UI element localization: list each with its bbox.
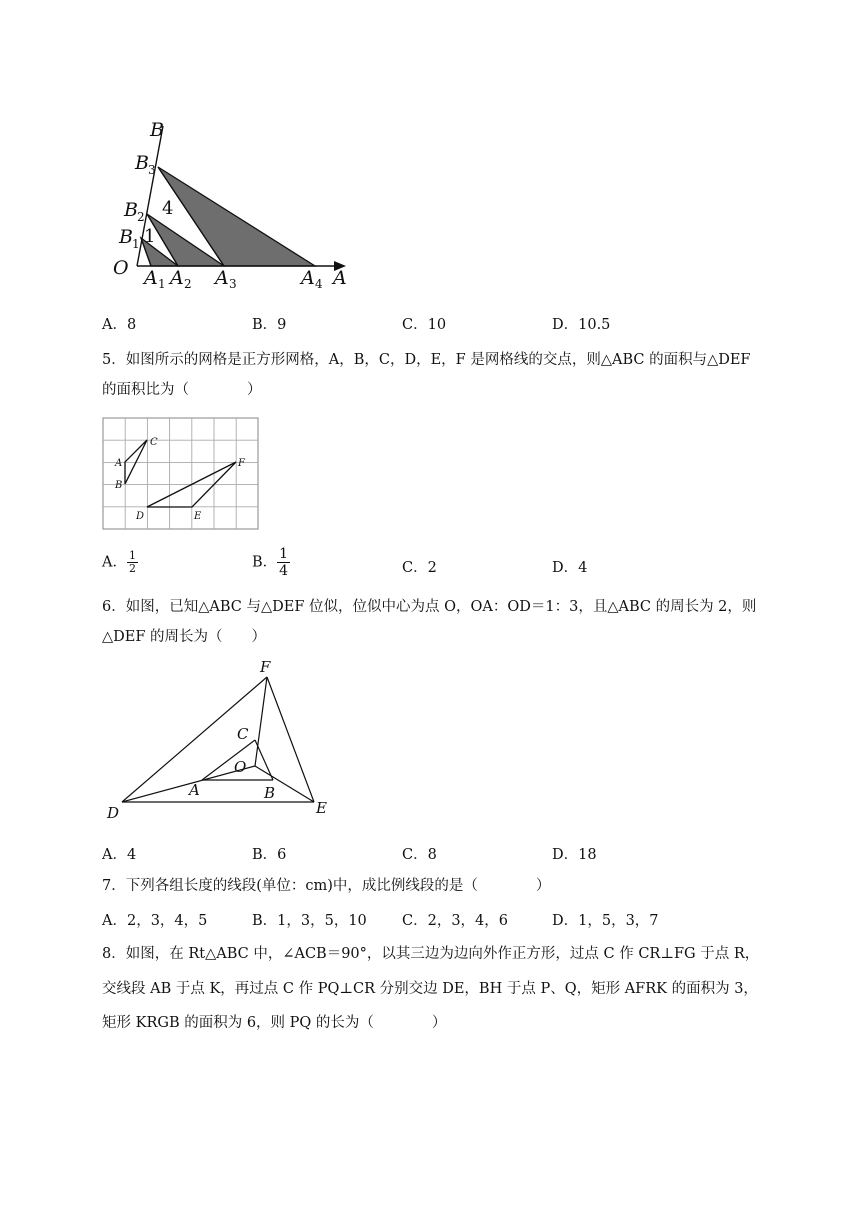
q6-label-B: B xyxy=(264,784,276,802)
q6-option-d[interactable]: D．18 xyxy=(552,847,597,863)
q4-sub-a2: 2 xyxy=(184,277,192,291)
q4-label-O: O xyxy=(113,257,129,279)
q5-option-b-fraction xyxy=(277,546,290,579)
q4-label-A2: A xyxy=(170,267,184,289)
q5-label-D: D xyxy=(136,511,145,522)
q4-region-1: 1 xyxy=(144,226,156,247)
q4-region-4: 4 xyxy=(162,198,174,219)
q5-option-b-den: 4 xyxy=(279,563,289,579)
q5-grid-figure xyxy=(100,415,262,533)
q7-option-d[interactable]: D．1，5，3，7 xyxy=(552,913,659,929)
q6-label-A: A xyxy=(189,781,200,799)
q4-sub-a4: 4 xyxy=(315,277,323,291)
q4-option-c[interactable]: C．10 xyxy=(402,317,447,333)
q4-figure xyxy=(100,112,360,292)
q8-question-line3: 矩形 KRGB 的面积为 6，则 PQ 的长为（ ） xyxy=(102,1015,447,1031)
q6-figure xyxy=(100,655,340,825)
q8-question-line1: 8．如图，在 Rt△ABC 中，∠ACB＝90°，以其三边为边向外作正方形，过点 C 作 CR⊥FG 于点 R， xyxy=(102,946,760,962)
q5-option-a-den: 2 xyxy=(128,562,136,575)
q6-option-b[interactable]: B．6 xyxy=(252,847,287,863)
q5-label-E: E xyxy=(194,511,202,522)
q4-label-B3: B xyxy=(135,152,149,174)
q4-sub-1: 1 xyxy=(132,237,140,251)
q6-label-D: D xyxy=(107,804,120,822)
q5-option-d[interactable]: D．4 xyxy=(552,560,588,576)
q6-question-line2: △DEF 的周长为（ ） xyxy=(102,629,267,645)
q7-question-line1: 7．下列各组长度的线段(单位：cm)中，成比例线段的是（ ） xyxy=(102,878,551,894)
q4-label-A3: A xyxy=(215,267,229,289)
q5-label-B: B xyxy=(115,480,123,491)
q4-sub-3: 3 xyxy=(148,163,156,177)
q4-label-A4: A xyxy=(301,267,315,289)
q4-option-d[interactable]: D．10.5 xyxy=(552,317,611,333)
q6-seg-AC xyxy=(202,740,255,780)
q4-option-b[interactable]: B．9 xyxy=(252,317,287,333)
q5-option-b-num: 1 xyxy=(279,546,289,562)
q4-label-A1: A xyxy=(144,267,158,289)
q6-label-O: O xyxy=(234,758,247,776)
q4-sub-a1: 1 xyxy=(158,277,166,291)
q4-option-a[interactable]: A．8 xyxy=(102,317,137,333)
q6-option-c[interactable]: C．8 xyxy=(402,847,437,863)
q5-question-line1: 5．如图所示的网格是正方形网格，A，B，C，D，E，F 是网格线的交点，则△ABC 的面积与△DEF xyxy=(102,352,751,368)
q4-label-A: A xyxy=(333,267,347,289)
q7-option-a[interactable]: A．2，3，4，5 xyxy=(102,913,208,929)
q5-option-a-fraction xyxy=(127,550,138,575)
q5-label-C: C xyxy=(150,437,158,448)
q4-label-B: B xyxy=(150,119,164,141)
q5-option-b-prefix: B． xyxy=(252,554,278,571)
q5-question-line2: 的面积比为（ ） xyxy=(102,382,262,398)
q6-option-a[interactable]: A．4 xyxy=(102,847,137,863)
q5-option-a-prefix: A． xyxy=(102,554,127,571)
q7-option-b[interactable]: B．1，3，5，10 xyxy=(252,913,367,929)
q6-label-C: C xyxy=(237,725,249,743)
q5-label-A: A xyxy=(115,458,123,469)
q6-question-line1: 6．如图，已知△ABC 与△DEF 位似，位似中心为点 O，OA：OD＝1：3，且△ABC 的周长为 2，则 xyxy=(102,599,757,615)
q5-option-a[interactable] xyxy=(102,550,138,575)
q5-label-F: F xyxy=(238,458,245,469)
q5-grid-border xyxy=(103,418,258,529)
q5-option-b[interactable] xyxy=(252,546,290,579)
q4-sub-2: 2 xyxy=(137,210,145,224)
q5-option-a-num: 1 xyxy=(128,549,136,562)
q8-question-line2: 交线段 AB 于点 K，再过点 C 作 PQ⊥CR 分别交边 DE，BH 于点 P、Q，矩形 AFRK 的面积为 3， xyxy=(102,981,758,997)
q4-label-B2: B xyxy=(124,199,138,221)
q4-sub-a3: 3 xyxy=(229,277,237,291)
q6-label-F: F xyxy=(260,658,271,676)
q4-label-B1: B xyxy=(119,226,133,248)
q5-option-c[interactable]: C．2 xyxy=(402,560,437,576)
q6-label-E: E xyxy=(316,799,327,817)
q7-option-c[interactable]: C．2，3，4，6 xyxy=(402,913,508,929)
